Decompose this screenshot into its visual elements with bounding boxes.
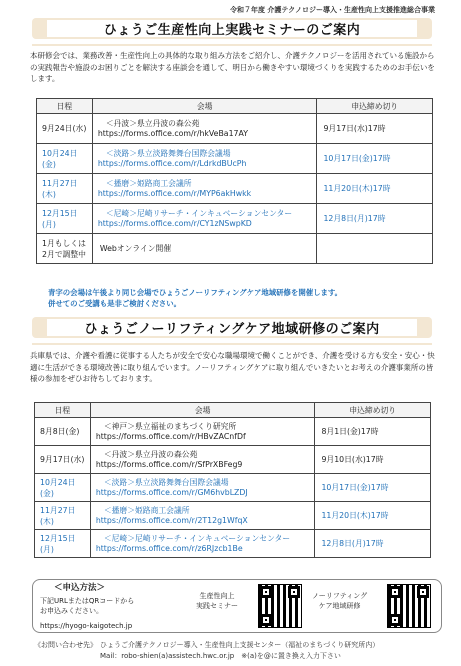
registration-link[interactable]: https://forms.office.com/r/2T12g1WfqX [95, 515, 248, 525]
qr-finder [417, 586, 429, 598]
qr-seminar-label [196, 591, 238, 611]
date-cell: 10月24日(金) [37, 144, 93, 174]
contact-info [100, 640, 379, 662]
divider [32, 343, 432, 345]
venue-name: ＜淡路＞県立淡路舞舞台国際会議場 [105, 148, 231, 158]
date-cell: 12月15日(月) [35, 530, 91, 558]
seminar-title-banner [32, 18, 432, 39]
registration-link[interactable]: https://forms.office.com/r/SfPrXBFeg9 [95, 459, 243, 469]
table-header-row [37, 99, 433, 114]
table-row [37, 174, 433, 204]
apply-line-2: お申込みください。 [40, 607, 103, 615]
venue-cell [92, 174, 317, 204]
date-cell: 10月24日(金) [35, 474, 91, 502]
venue-cell [92, 234, 317, 264]
qr-finder [389, 614, 401, 626]
note-line-1: 青字の会場は午後より同じ会場でひょうごノーリフティングケア地域研修を開催します。 [48, 288, 343, 297]
date-cell: 11月27日(木) [37, 174, 93, 204]
registration-link[interactable]: https://forms.office.com/r/hkVeBa17AY [97, 128, 248, 138]
contact-label: 《お問い合わせ先》 [34, 641, 97, 649]
deadline-cell [317, 234, 433, 264]
venue-cell [90, 530, 315, 558]
divider [32, 44, 432, 46]
venue-name: ＜淡路＞県立淡路舞舞台国際会議場 [103, 477, 229, 487]
deadline-cell: 8月1日(金)17時 [315, 418, 431, 446]
header-date: 日程 [35, 403, 91, 418]
venue-name: Webオンライン開催 [99, 243, 172, 253]
deadline-cell: 12月8日(月)17時 [317, 204, 433, 234]
deadline-cell: 9月17日(水)17時 [317, 114, 433, 144]
venue-name: ＜丹波＞県立丹波の森公苑 [105, 118, 200, 128]
deadline-cell: 12月8日(月)17時 [315, 530, 431, 558]
qr-finder [389, 586, 401, 598]
registration-link[interactable]: https://forms.office.com/r/CY1zNSwpKD [97, 218, 252, 228]
deadline-cell: 10月17日(金)17時 [317, 144, 433, 174]
table-row [37, 204, 433, 234]
table-row [37, 144, 433, 174]
header-venue: 会場 [90, 403, 315, 418]
date-cell: 11月27日(木) [35, 502, 91, 530]
qr-nolift-label-line-2: ケア地域研修 [318, 602, 361, 610]
header-venue: 会場 [92, 99, 317, 114]
table-header-row [35, 403, 431, 418]
seminar-schedule-table [36, 98, 433, 264]
venue-cell [90, 474, 315, 502]
deadline-cell: 9月10日(水)17時 [315, 446, 431, 474]
date-cell: 8月8日(金) [35, 418, 91, 446]
venue-cell [92, 204, 317, 234]
venue-name: ＜播磨＞姫路商工会議所 [105, 178, 192, 188]
table-row [35, 446, 431, 474]
table-row [35, 530, 431, 558]
venue-cell [90, 446, 315, 474]
deadline-cell: 11月20日(木)17時 [317, 174, 433, 204]
registration-link[interactable]: https://forms.office.com/r/z6RJzcb1Be [95, 543, 243, 553]
qr-nolift-label [312, 591, 367, 611]
seminar-title: ひょうご生産性向上実践セミナーのご案内 [47, 20, 417, 37]
apply-instructions [40, 596, 134, 616]
note-line-2: 併せてのご受講も是非ご検討ください。 [48, 299, 182, 308]
table-row [37, 114, 433, 144]
venue-name: ＜丹波＞県立丹波の森公苑 [103, 449, 198, 459]
venue-cell [92, 144, 317, 174]
venue-name: ＜尼崎＞尼崎リサーチ・インキュベーションセンター [105, 208, 293, 218]
nolift-intro: 兵庫県では、介護や看護に従事する人たちが安全で安心な職場環境で働くことができ、介護を受ける方も安全・安心・快適に生活ができる環境改善に取り組んでいます。ノーリフティングケアに取り組んでいきたいとお考えの介護事業所の皆様の参加をぜひお待ちしております。 [30, 351, 435, 383]
contact-org: ひょうご介護テクノロジー導入・生産性向上支援センター（福祉のまちづくり研究所内） [100, 641, 380, 649]
table-row [37, 234, 433, 264]
qr-seminar-label-line-2: 実践セミナー [196, 602, 238, 610]
venue-name: ＜神戸＞県立福祉のまちづくり研究所 [103, 421, 237, 431]
venue-cell [92, 114, 317, 144]
date-cell: 9月24日(水) [37, 114, 93, 144]
date-cell: 12月15日(月) [37, 204, 93, 234]
apply-line-1: 下記URLまたはQRコードから [40, 597, 135, 605]
qr-finder [260, 586, 272, 598]
registration-link[interactable]: https://forms.office.com/r/HBvZACnfDf [95, 431, 246, 441]
registration-link[interactable]: https://forms.office.com/r/GM6hvbLZDJ [95, 487, 248, 497]
qr-finder [288, 586, 300, 598]
header-deadline: 申込締め切り [317, 99, 433, 114]
seminar-note [48, 287, 342, 309]
table-row [35, 418, 431, 446]
seminar-intro: 本研修会では、業務改善・生産性向上の具体的な取り組み方法をご紹介し、介護テクノロジーを活用されている施設からの実践報告や施設のお困りごとを解決する座談会を通して、明日から働きやすい環境づくりを実践するためのお手伝いをします。 [30, 51, 435, 83]
nolift-schedule-table [34, 402, 431, 558]
venue-cell [90, 418, 315, 446]
nolift-title-banner [32, 317, 432, 338]
qr-nolift-label-line-1: ノーリフティング [312, 592, 368, 600]
venue-name: ＜尼崎＞尼崎リサーチ・インキュベーションセンター [103, 533, 291, 543]
header-deadline: 申込締め切り [315, 403, 431, 418]
date-cell: 9月17日(水) [35, 446, 91, 474]
qr-code-nolift[interactable] [387, 584, 431, 628]
contact-mail: Mail：robo-shien(a)assistech.hwc.or.jp ※(a)を@に置き換え入力下さい [100, 652, 341, 660]
venue-name: ＜播磨＞姫路商工会議所 [103, 505, 190, 515]
apply-url-link[interactable]: https://hyogo-kaigotech.jp [40, 622, 133, 630]
table-row [35, 502, 431, 530]
nolift-title: ひょうごノーリフティングケア地域研修のご案内 [47, 319, 417, 336]
qr-finder [260, 614, 272, 626]
registration-link[interactable]: https://forms.office.com/r/LdrkdBUcPh [97, 158, 247, 168]
apply-title: ＜申込方法＞ [54, 583, 106, 593]
program-label: 令和７年度 介護テクノロジー導入・生産性向上支援推進総合事業 [229, 6, 435, 14]
deadline-cell: 11月20日(木)17時 [315, 502, 431, 530]
table-row [35, 474, 431, 502]
header-date: 日程 [37, 99, 93, 114]
registration-link[interactable]: https://forms.office.com/r/MYP6akHwkk [97, 188, 252, 198]
qr-code-seminar[interactable] [258, 584, 302, 628]
deadline-cell: 10月17日(金)17時 [315, 474, 431, 502]
venue-cell [90, 502, 315, 530]
qr-seminar-label-line-1: 生産性向上 [199, 592, 235, 600]
date-cell: 1月もしくは 2月で調整中 [37, 234, 93, 264]
